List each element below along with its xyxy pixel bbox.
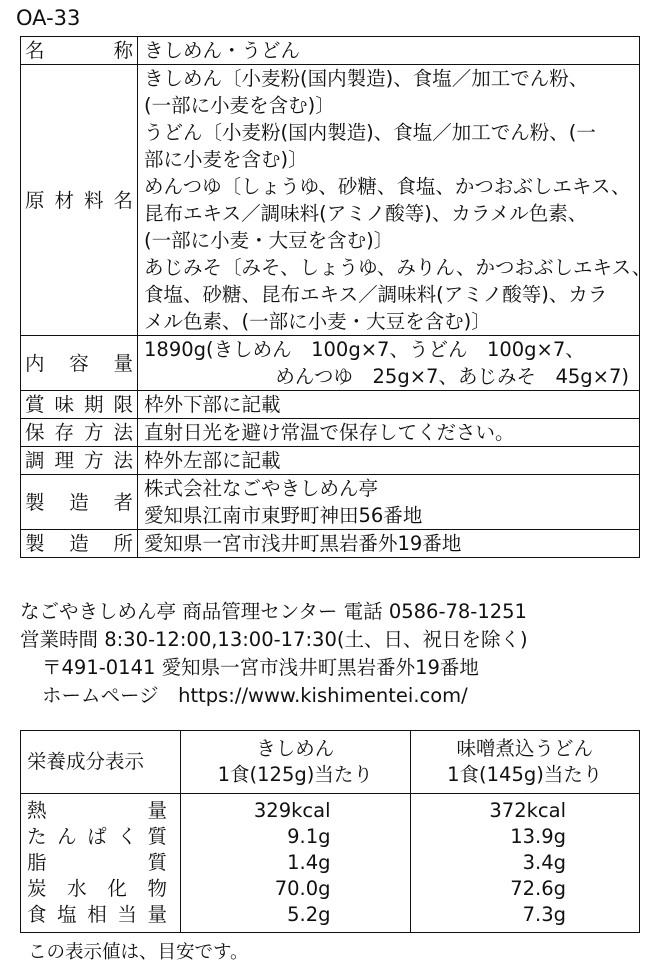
nutrition-value: 1.4g xyxy=(287,851,331,874)
label-row xyxy=(21,336,640,391)
label-value-line: 枠外左部に記載 xyxy=(144,449,281,472)
label-key-char: 内 xyxy=(25,351,45,375)
nutrition-key-char: ぱ xyxy=(87,825,107,848)
nutrition-key-char: 食 xyxy=(27,903,47,926)
label-row xyxy=(21,37,640,65)
nutrition-key-char: 量 xyxy=(147,799,167,822)
label-key-text xyxy=(25,489,133,516)
nutrition-key xyxy=(27,850,167,876)
nutrition-key-char: く xyxy=(117,825,137,848)
nutrition-col1-name: きしめん xyxy=(256,737,335,760)
label-value-line: 昆布エキス／調味料(アミノ酸等)、カラメル色素、 xyxy=(144,202,588,225)
label-value-line: 食塩、砂糖、昆布エキス／調味料(アミノ酸等)、カラ xyxy=(144,283,608,306)
nutrition-key-char: 化 xyxy=(107,877,127,900)
label-key-char: 量 xyxy=(113,351,133,375)
label-key-char: 存 xyxy=(54,421,74,444)
nutrition-value: 329kcal xyxy=(253,799,331,822)
label-key-char: 賞 xyxy=(25,393,45,416)
label-key-text xyxy=(25,391,133,418)
label-key-text xyxy=(25,350,133,377)
label-key xyxy=(21,336,138,391)
label-value-line: 直射日光を避け常温で保存してください。 xyxy=(144,421,515,444)
contact-info xyxy=(20,598,528,710)
label-value xyxy=(138,419,640,447)
label-row xyxy=(21,419,640,447)
nutrition-key-char: 質 xyxy=(147,851,167,874)
label-key-char: 方 xyxy=(83,421,104,444)
label-key xyxy=(21,447,138,475)
nutrition-key-char: 熱 xyxy=(27,799,47,822)
nutrition-key-char: 当 xyxy=(117,903,137,926)
label-key xyxy=(21,530,138,558)
label-key-char: 調 xyxy=(25,449,45,472)
nutrition-key-char: 塩 xyxy=(57,903,77,926)
nutrition-value: 7.3g xyxy=(522,903,566,926)
label-value-line: きしめん・うどん xyxy=(144,39,301,62)
label-key-text xyxy=(25,187,133,214)
label-key-char: 理 xyxy=(54,449,74,472)
nutrition-col2-serving: 1食(145g)当たり xyxy=(447,763,603,786)
label-value-line: 愛知県江南市東野町神田56番地 xyxy=(144,504,423,527)
nutrition-col2-header xyxy=(410,731,640,794)
nutrition-value: 3.4g xyxy=(522,851,566,874)
label-value-line: うどん〔小麦粉(国内製造)、食塩／加工でん粉、(一 xyxy=(144,121,596,144)
label-value-line: きしめん〔小麦粉(国内製造)、食塩／加工でん粉、 xyxy=(144,67,589,90)
label-value-line: めんつゆ〔しょうゆ、砂糖、食塩、かつおぶしエキス、 xyxy=(144,175,631,198)
nutrition-col2-name: 味噌煮込うどん xyxy=(456,737,593,760)
contact-website-line[interactable]: ホームページ https://www.kishimentei.com/ xyxy=(42,684,468,707)
nutrition-values-col1 xyxy=(181,794,411,933)
nutrition-key-char: 水 xyxy=(67,877,87,900)
label-key-char: 保 xyxy=(25,421,45,444)
label-key-char: 造 xyxy=(69,532,89,555)
contact-hours-line: 営業時間 8:30-12:00,13:00-17:30(土、日、祝日を除く) xyxy=(20,628,528,651)
nutrition-col1-serving: 1食(125g)当たり xyxy=(217,763,373,786)
nutrition-col1-header xyxy=(181,731,411,794)
label-value-line: (一部に小麦・大豆を含む)〕 xyxy=(144,229,394,252)
label-value-line: メル色素、(一部に小麦・大豆を含む)〕 xyxy=(144,310,491,333)
nutrition-value: 72.6g xyxy=(510,877,566,900)
label-key-char: 料 xyxy=(83,188,104,212)
label-row xyxy=(21,391,640,419)
label-row xyxy=(21,65,640,336)
label-key-char: 名 xyxy=(113,188,133,212)
nutrition-key-char: 脂 xyxy=(27,851,47,874)
label-value xyxy=(138,37,640,65)
nutrition-value: 5.2g xyxy=(287,903,331,926)
label-row xyxy=(21,447,640,475)
label-key xyxy=(21,37,138,65)
nutrition-key-char: 物 xyxy=(147,877,167,900)
nutrition-value: 9.1g xyxy=(287,825,331,848)
label-row xyxy=(21,475,640,530)
label-key xyxy=(21,391,138,419)
label-key-char: 方 xyxy=(83,449,104,472)
label-value xyxy=(138,336,640,391)
contact-phone-line: なごやきしめん亭 商品管理センター 電話 0586-78-1251 xyxy=(20,600,527,623)
contact-address-line: 〒491-0141 愛知県一宮市浅井町黒岩番外19番地 xyxy=(42,656,479,679)
nutrition-key-char: 相 xyxy=(87,903,107,926)
product-code: OA-33 xyxy=(16,6,81,30)
label-key-char: 製 xyxy=(25,490,45,514)
label-key xyxy=(21,475,138,530)
label-value xyxy=(138,65,652,336)
nutrition-value: 13.9g xyxy=(510,825,566,848)
label-value xyxy=(138,447,640,475)
label-value-line: 部に小麦を含む)〕 xyxy=(144,148,308,171)
food-label-table xyxy=(20,36,652,558)
label-key-char: 造 xyxy=(69,490,89,514)
label-key-char: 容 xyxy=(69,351,89,375)
label-key-char: 原 xyxy=(25,188,45,212)
label-key-char: 者 xyxy=(113,490,133,514)
nutrition-key-char: ん xyxy=(57,825,77,848)
label-key-text xyxy=(25,419,133,446)
label-key-char: 所 xyxy=(113,532,133,555)
label-key-char: 称 xyxy=(113,39,133,62)
nutrition-value: 70.0g xyxy=(274,877,331,900)
nutrition-key-char: 炭 xyxy=(27,877,47,900)
nutrition-key xyxy=(27,876,167,902)
label-key-char: 製 xyxy=(25,532,45,555)
label-key-char: 期 xyxy=(83,393,104,416)
nutrition-note: この表示値は、目安です。 xyxy=(28,942,249,963)
label-value-line: めんつゆ 25g×7、あじみそ 45g×7) xyxy=(275,365,629,388)
label-value xyxy=(138,530,640,558)
label-value-line: 枠外下部に記載 xyxy=(144,393,281,416)
label-key-text xyxy=(25,447,133,474)
label-value-line: (一部に小麦を含む)〕 xyxy=(144,94,335,117)
label-key-char: 法 xyxy=(113,449,133,472)
nutrition-values-col2 xyxy=(410,794,640,933)
nutrition-key xyxy=(27,824,167,850)
label-key-char: 法 xyxy=(113,421,133,444)
label-key xyxy=(21,65,138,336)
label-key-char: 名 xyxy=(25,39,45,62)
label-value xyxy=(138,391,640,419)
label-row xyxy=(21,530,640,558)
label-value-line: 愛知県一宮市浅井町黒岩番外19番地 xyxy=(144,532,462,555)
label-key-char: 限 xyxy=(113,393,133,416)
label-value-line: あじみそ〔みそ、しょうゆ、みりん、かつおぶしエキス、 xyxy=(144,256,652,279)
label-key-text xyxy=(25,37,133,64)
nutrition-key-char: 質 xyxy=(147,825,167,848)
label-key-char: 材 xyxy=(54,188,74,212)
nutrition-keys xyxy=(21,794,181,933)
nutrition-key xyxy=(27,798,167,824)
nutrition-key-char: た xyxy=(27,825,47,848)
label-value-line: 株式会社なごやきしめん亭 xyxy=(144,477,379,500)
label-key-text xyxy=(25,530,133,557)
label-value-line: 1890g(きしめん 100g×7、うどん 100g×7、 xyxy=(144,338,585,361)
nutrition-value: 372kcal xyxy=(489,799,566,822)
label-key xyxy=(21,419,138,447)
label-key-char: 味 xyxy=(54,393,74,416)
nutrition-table xyxy=(20,730,640,933)
label-value xyxy=(138,475,640,530)
nutrition-key xyxy=(27,902,167,928)
nutrition-key-char: 量 xyxy=(147,903,167,926)
nutrition-header: 栄養成分表示 xyxy=(21,731,181,794)
